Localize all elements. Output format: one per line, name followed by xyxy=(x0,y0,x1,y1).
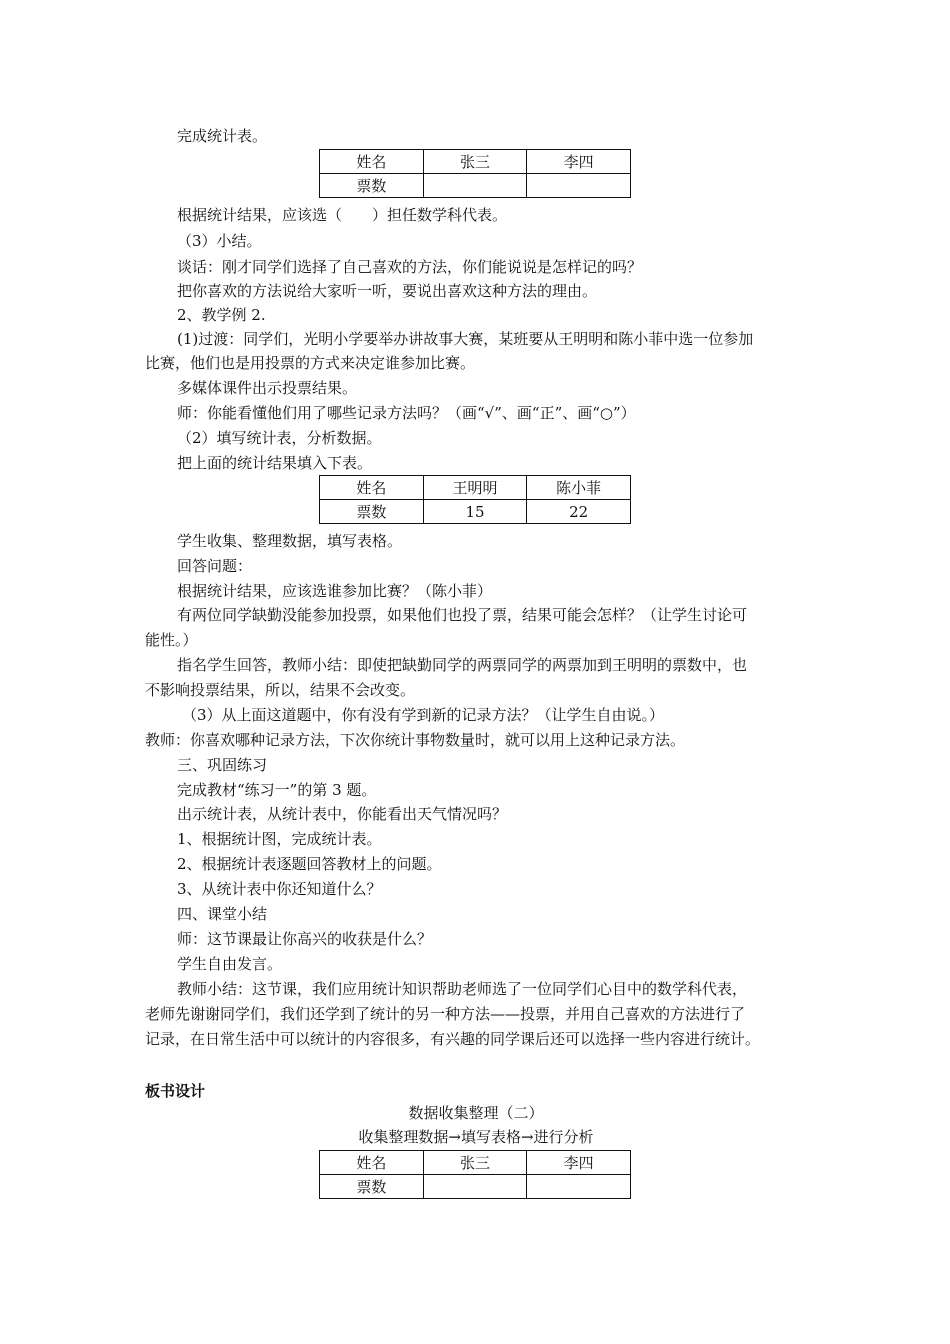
text-line: 多媒体课件出示投票结果。 xyxy=(177,379,358,397)
text-line: 出示统计表，从统计表中，你能看出天气情况吗？ xyxy=(177,805,508,823)
vote-table-1 xyxy=(319,149,631,198)
text-line: 比赛，他们也是用投票的方式来决定谁参加比赛。 xyxy=(145,354,476,372)
text-line: 2、教学例 2. xyxy=(177,306,266,324)
text-line: 师：你能看懂他们用了哪些记录方法吗？（画“√”、画“正”、画“○”） xyxy=(177,404,636,422)
table-cell: 张三 xyxy=(423,150,527,174)
table-cell: 姓名 xyxy=(320,1151,424,1175)
vote-table-3 xyxy=(319,1150,631,1199)
board-design-heading: 板书设计 xyxy=(145,1082,206,1100)
board-title: 数据收集整理（二） xyxy=(408,1104,544,1122)
text-line: (1)过渡：同学们，光明小学要举办讲故事大赛，某班要从王明明和陈小菲中选一位参加 xyxy=(177,330,754,348)
table-cell xyxy=(527,174,631,198)
table-cell: 22 xyxy=(527,500,631,524)
text-line: 教师小结：这节课，我们应用统计知识帮助老师选了一位同学们心目中的数学科代表， xyxy=(177,980,748,998)
table-row xyxy=(320,1151,631,1175)
text-line: （3）从上面这道题中，你有没有学到新的记录方法？（让学生自由说。） xyxy=(182,706,665,724)
text-line: 师：这节课最让你高兴的收获是什么？ xyxy=(177,930,433,948)
vote-table-2 xyxy=(319,475,631,524)
text-line: 学生自由发言。 xyxy=(177,955,283,973)
table-cell: 陈小菲 xyxy=(527,476,631,500)
table-cell: 票数 xyxy=(320,500,424,524)
text-line: 根据统计结果，应该选谁参加比赛？（陈小菲） xyxy=(177,582,493,600)
table-cell: 李四 xyxy=(527,150,631,174)
text-line: （2）填写统计表，分析数据。 xyxy=(177,429,382,447)
table-cell: 票数 xyxy=(320,1175,424,1199)
text-line: 把上面的统计结果填入下表。 xyxy=(177,454,373,472)
text-line: 3、从统计表中你还知道什么？ xyxy=(177,880,382,898)
text-line: 能性。） xyxy=(145,631,198,649)
table-cell: 姓名 xyxy=(320,476,424,500)
text-line: 老师先谢谢同学们，我们还学到了统计的另一种方法——投票，并用自己喜欢的方法进行了 xyxy=(145,1005,746,1023)
table-row xyxy=(320,150,631,174)
table-row xyxy=(320,476,631,500)
text-line: 完成教材“练习一”的第 3 题。 xyxy=(177,781,377,799)
table-cell xyxy=(527,1175,631,1199)
table-row xyxy=(320,500,631,524)
text-line: （3）小结。 xyxy=(177,232,262,250)
text-line: 学生收集、整理数据，填写表格。 xyxy=(177,532,403,550)
text-line: 把你喜欢的方法说给大家听一听，要说出喜欢这种方法的理由。 xyxy=(177,282,598,300)
table-cell: 李四 xyxy=(527,1151,631,1175)
text-line: 指名学生回答，教师小结：即使把缺勤同学的两票同学的两票加到王明明的票数中，也 xyxy=(177,656,748,674)
section-heading: 四、课堂小结 xyxy=(177,905,268,923)
text-line: 回答问题： xyxy=(177,557,253,575)
table-row xyxy=(320,1175,631,1199)
table-cell xyxy=(423,1175,527,1199)
table-row xyxy=(320,174,631,198)
table-cell: 票数 xyxy=(320,174,424,198)
text-line: 2、根据统计表逐题回答教材上的问题。 xyxy=(177,855,442,873)
text-line: 谈话：刚才同学们选择了自己喜欢的方法，你们能说说是怎样记的吗？ xyxy=(177,258,643,276)
text-line: 完成统计表。 xyxy=(177,127,268,145)
text-line: 1、根据统计图，完成统计表。 xyxy=(177,830,382,848)
board-flow: 收集整理数据→填写表格→进行分析 xyxy=(358,1128,594,1146)
section-heading: 三、巩固练习 xyxy=(177,756,268,774)
text-line: 教师：你喜欢哪种记录方法，下次你统计事物数量时，就可以用上这种记录方法。 xyxy=(145,731,686,749)
text-line: 有两位同学缺勤没能参加投票，如果他们也投了票，结果可能会怎样？（让学生讨论可 xyxy=(177,606,748,624)
text-line: 记录，在日常生活中可以统计的内容很多，有兴趣的同学课后还可以选择一些内容进行统计。 xyxy=(145,1030,761,1048)
text-line: 根据统计结果，应该选（ ）担任数学科代表。 xyxy=(177,206,508,224)
table-cell: 15 xyxy=(423,500,527,524)
text-line: 不影响投票结果，所以，结果不会改变。 xyxy=(145,681,416,699)
table-cell xyxy=(423,174,527,198)
table-cell: 姓名 xyxy=(320,150,424,174)
table-cell: 王明明 xyxy=(423,476,527,500)
table-cell: 张三 xyxy=(423,1151,527,1175)
